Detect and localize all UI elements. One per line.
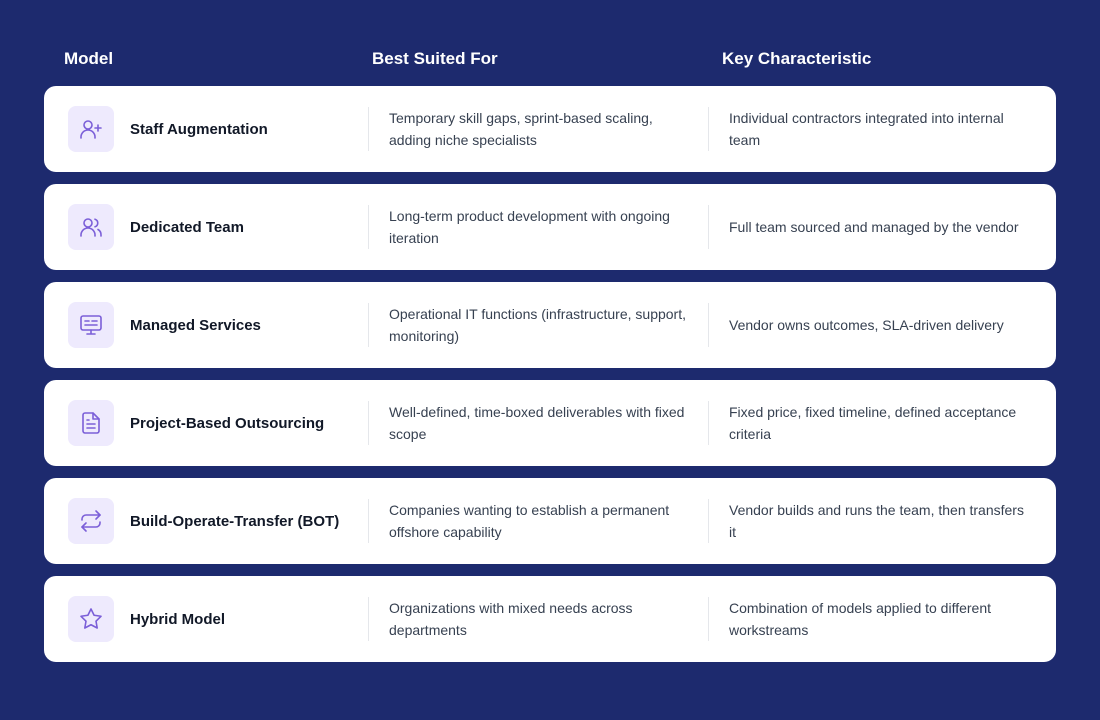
- table-row: [44, 86, 1056, 172]
- model-table: [44, 86, 1056, 674]
- column-divider: [708, 401, 709, 445]
- column-divider: [708, 205, 709, 249]
- model-name: Hybrid Model: [130, 610, 226, 628]
- key-characteristic-cell: Full team sourced and managed by the vendor: [729, 219, 1019, 235]
- column-divider: [368, 597, 369, 641]
- best-suited-for-cell: Companies wanting to establish a permanent offshore capability: [389, 502, 670, 540]
- file-text-icon: [68, 400, 114, 446]
- key-characteristic-cell: Combination of models applied to different workstreams: [729, 600, 992, 638]
- column-divider: [708, 597, 709, 641]
- best-suited-for-cell: Well-defined, time-boxed deliverables with fixed scope: [389, 404, 685, 442]
- key-characteristic-cell: Individual contractors integrated into internal team: [729, 110, 1004, 148]
- model-name: Build-Operate-Transfer (BOT): [130, 512, 340, 530]
- model-name: Project-Based Outsourcing: [130, 414, 325, 432]
- table-row: [44, 478, 1056, 564]
- user-plus-icon: [68, 106, 114, 152]
- column-divider: [708, 303, 709, 347]
- users-icon: [68, 204, 114, 250]
- star-icon: [68, 596, 114, 642]
- key-characteristic-cell: Vendor owns outcomes, SLA-driven delivery: [729, 317, 1004, 333]
- table-row: [44, 380, 1056, 466]
- column-header-key-characteristic: Key Characteristic: [722, 49, 872, 68]
- key-characteristic-cell: Fixed price, fixed timeline, defined acceptance criteria: [729, 404, 1017, 442]
- column-divider: [368, 401, 369, 445]
- best-suited-for-cell: Operational IT functions (infrastructure, support, monitoring): [389, 306, 686, 344]
- table-row: [44, 184, 1056, 270]
- model-name: Staff Augmentation: [130, 120, 268, 138]
- best-suited-for-cell: Organizations with mixed needs across departments: [389, 600, 633, 638]
- table-header: [0, 48, 1100, 70]
- key-characteristic-cell: Vendor builds and runs the team, then transfers it: [729, 502, 1024, 540]
- column-divider: [368, 205, 369, 249]
- column-header-model: Model: [64, 49, 114, 68]
- model-name: Managed Services: [130, 316, 261, 334]
- column-header-best-suited-for: Best Suited For: [372, 49, 498, 68]
- table-row: [44, 576, 1056, 662]
- column-divider: [368, 303, 369, 347]
- best-suited-for-cell: Temporary skill gaps, sprint-based scaling, adding niche specialists: [389, 110, 653, 148]
- column-divider: [708, 107, 709, 151]
- column-divider: [708, 499, 709, 543]
- repeat-icon: [68, 498, 114, 544]
- table-row: [44, 282, 1056, 368]
- column-divider: [368, 107, 369, 151]
- monitor-icon: [68, 302, 114, 348]
- best-suited-for-cell: Long-term product development with ongoing iteration: [389, 208, 670, 246]
- model-name: Dedicated Team: [130, 218, 244, 236]
- column-divider: [368, 499, 369, 543]
